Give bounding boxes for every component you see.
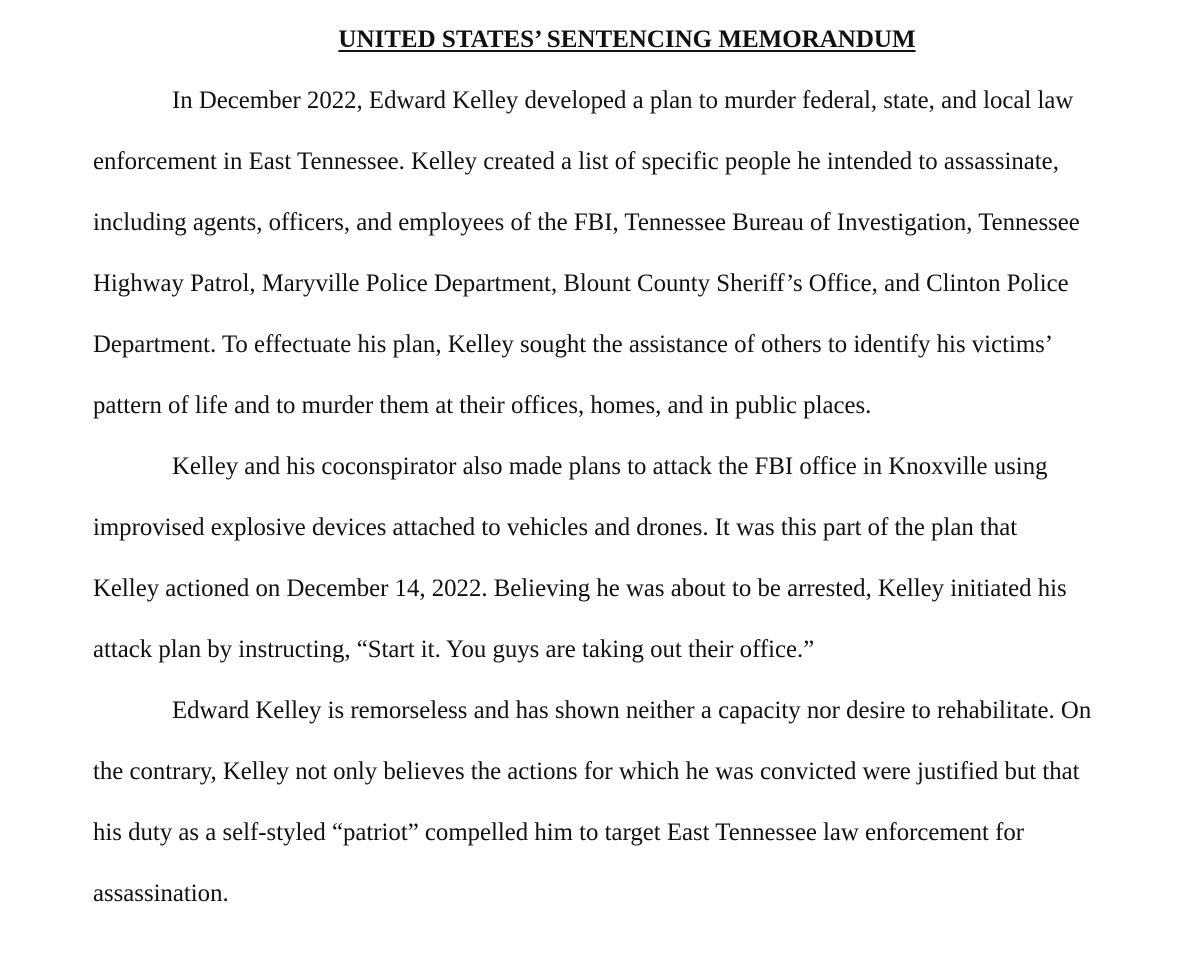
paragraph-3-line-2: the contrary, Kelley not only believes the actions for which he was convicted were justified but that (93, 758, 1080, 785)
paragraph-2-line-3: Kelley actioned on December 14, 2022. Believing he was about to be arrested, Kelley initiated his (93, 575, 1067, 602)
paragraph-2-line-1: Kelley and his coconspirator also made plans to attack the FBI office in Knoxville using (172, 453, 1048, 480)
paragraph-3-line-3: his duty as a self-styled “patriot” compelled him to target East Tennessee law enforcement for (93, 819, 1025, 846)
paragraph-2-line-4: attack plan by instructing, “Start it. You guys are taking out their office.” (93, 636, 815, 663)
paragraph-1-line-6: pattern of life and to murder them at their offices, homes, and in public places. (93, 392, 872, 419)
paragraph-1-line-3: including agents, officers, and employees of the FBI, Tennessee Bureau of Investigation, Tennessee (93, 209, 1080, 236)
paragraph-2-line-2: improvised explosive devices attached to vehicles and drones. It was this part of the plan that (93, 514, 1018, 541)
paragraph-1-line-4: Highway Patrol, Maryville Police Department, Blount County Sheriff’s Office, and Clinton Police (93, 270, 1069, 297)
paragraph-1-line-2: enforcement in East Tennessee. Kelley created a list of specific people he intended to assassinate, (93, 148, 1059, 175)
paragraph-3-line-4: assassination. (93, 880, 229, 907)
paragraph-1-line-1: In December 2022, Edward Kelley developed a plan to murder federal, state, and local law (172, 87, 1074, 114)
paragraph-3-line-1: Edward Kelley is remorseless and has shown neither a capacity nor desire to rehabilitate. On (172, 697, 1092, 724)
document-title: UNITED STATES’ SENTENCING MEMORANDUM (338, 26, 916, 53)
paragraph-1-line-5: Department. To effectuate his plan, Kelley sought the assistance of others to identify his victims’ (93, 331, 1054, 358)
